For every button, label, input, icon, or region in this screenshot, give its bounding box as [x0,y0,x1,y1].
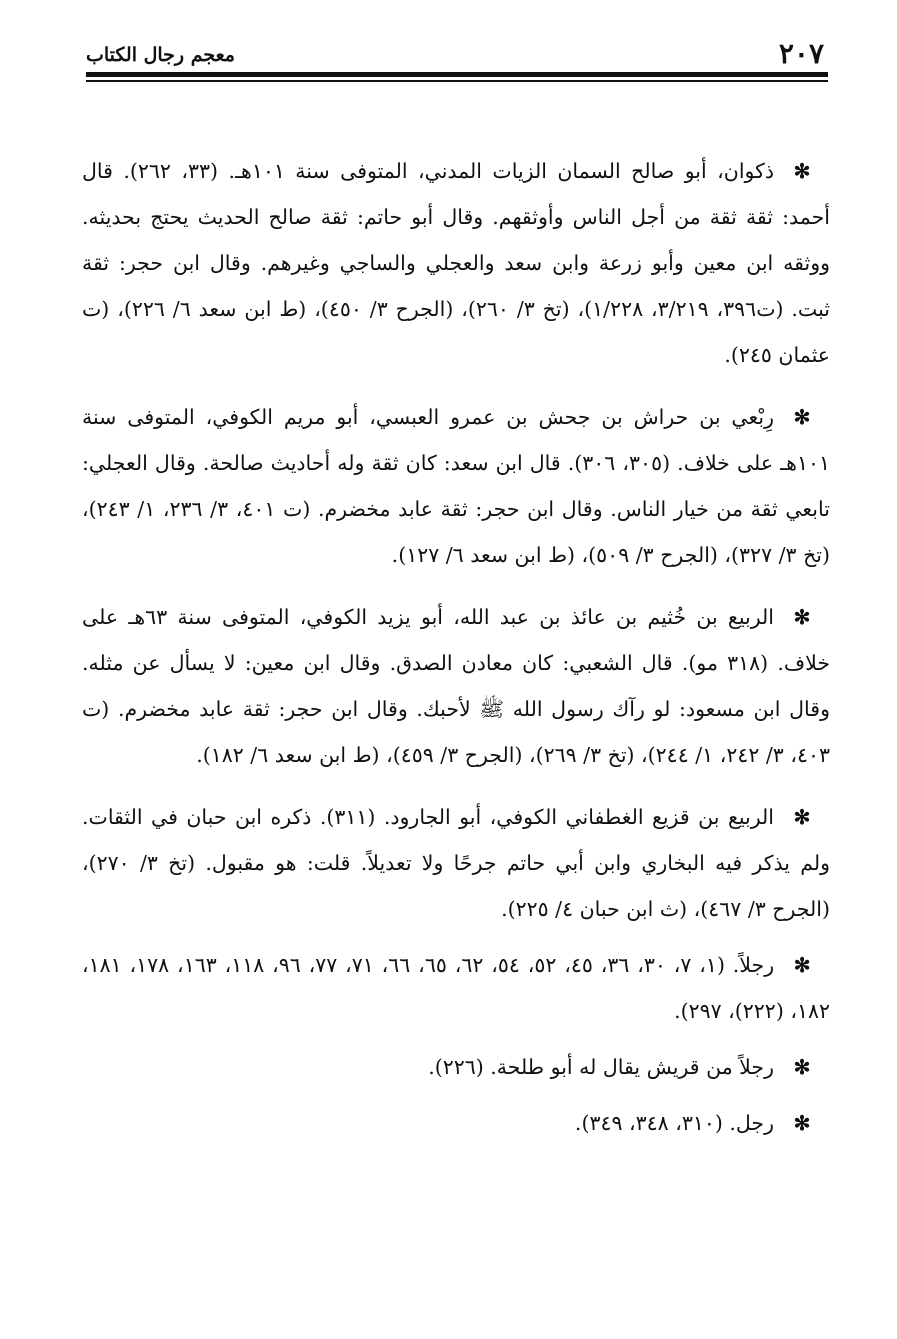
entry-text: الربيع بن قزيع الغطفاني الكوفي، أبو الجارود. (٣١١). ذكره ابن حبان في الثقات. ولم يذكر فيه البخاري وابن أبي حاتم جرحًا ولا تعديلاً. قلت: هو مقبول. (تخ ٣/ ٢٧٠)، (الجرح ٣/ ٤٦٧)، (ث ابن حبان ٤/ ٢٢٥). [82,805,830,921]
asterisk-bullet-icon: ✻ [793,805,811,829]
header-rule-thick [86,72,828,77]
entry-dhakwan [82,148,830,378]
entry-rajulan [82,942,830,1034]
entry-text: رِبْعي بن حراش بن جحش بن عمرو العبسي، أبو مريم الكوفي، المتوفى سنة ١٠١هـ على خلاف. (٣٠٥، ٣٠٦). قال ابن سعد: كان ثقة وله أحاديث صالحة. وقال العجلي: تابعي ثقة من خيار الناس. وقال ابن حجر: ثقة عابد مخضرم. (ت ٤٠١، ٣/ ٢٣٦، ١/ ٢٤٣)، (تخ ٣/ ٣٢٧)، (الجرح ٣/ ٥٠٩)، (ط ابن سعد ٦/ ١٢٧). [82,405,831,567]
entry-text: الربيع بن خُثيم بن عائذ بن عبد الله، أبو يزيد الكوفي، المتوفى سنة ٦٣هـ على خلاف. (٣١٨ مو). قال الشعبي: كان معادن الصدق. وقال ابن معين: لا يسأل عن مثله. وقال ابن مسعود: لو رآك رسول الله ﷺ لأحبك. وقال ابن حجر: ثقة عابد مخضرم. (ت ٤٠٣، ٣/ ٢٤٢، ١/ ٢٤٤)، (تخ ٣/ ٢٦٩)، (الجرح ٣/ ٤٥٩)، (ط ابن سعد ٦/ ١٨٢). [82,605,830,767]
entry-text: رجلاً. (١، ٧، ٣٠، ٣٦، ٤٥، ٥٢، ٥٤، ٦٢، ٦٥، ٦٦، ٧١، ٧٧، ٩٦، ١١٨، ١٦٣، ١٧٨، ١٨١، ١٨٢، (٢٢٢)، ٢٩٧). [82,953,830,1023]
asterisk-bullet-icon: ✻ [793,1055,811,1079]
entry-rabi-khuthaym [82,594,830,778]
entry-text: ذكوان، أبو صالح السمان الزيات المدني، المتوفى سنة ١٠١هـ. (٣٣، ٢٦٢). قال أحمد: ثقة ثقة من أجل الناس وأوثقهم. وقال أبو حاتم: ثقة صالح الحديث يحتج بحديثه. ووثقه ابن معين وأبو زرعة وابن سعد والعجلي والساجي وغيرهم. وقال ابن حجر: ثقة ثبت. (ت٣٩٦، ٣/٢١٩، ١/٢٢٨)، (تخ ٣/ ٢٦٠)، (الجرح ٣/ ٤٥٠)، (ط ابن سعد ٦/ ٢٢٦)، (ت عثمان ٢٤٥). [82,159,830,367]
entry-rajulan-quraysh [82,1044,830,1090]
asterisk-bullet-icon: ✻ [793,605,811,629]
entry-ribi [82,394,830,578]
entry-rabi-quzay [82,794,830,932]
asterisk-bullet-icon: ✻ [793,1111,811,1135]
page-header [86,36,828,76]
asterisk-bullet-icon: ✻ [793,159,811,183]
page-content [82,148,830,1156]
page-number: ٢٠٧ [778,37,824,70]
entry-rajul [82,1100,830,1146]
running-title: معجم رجال الكتاب [86,44,235,66]
entry-text: رجلاً من قريش يقال له أبو طلحة. (٢٢٦). [428,1055,774,1079]
asterisk-bullet-icon: ✻ [793,405,811,429]
header-rule-thin [86,80,828,82]
asterisk-bullet-icon: ✻ [793,953,811,977]
entry-text: رجل. (٣١٠، ٣٤٨، ٣٤٩). [574,1111,774,1135]
